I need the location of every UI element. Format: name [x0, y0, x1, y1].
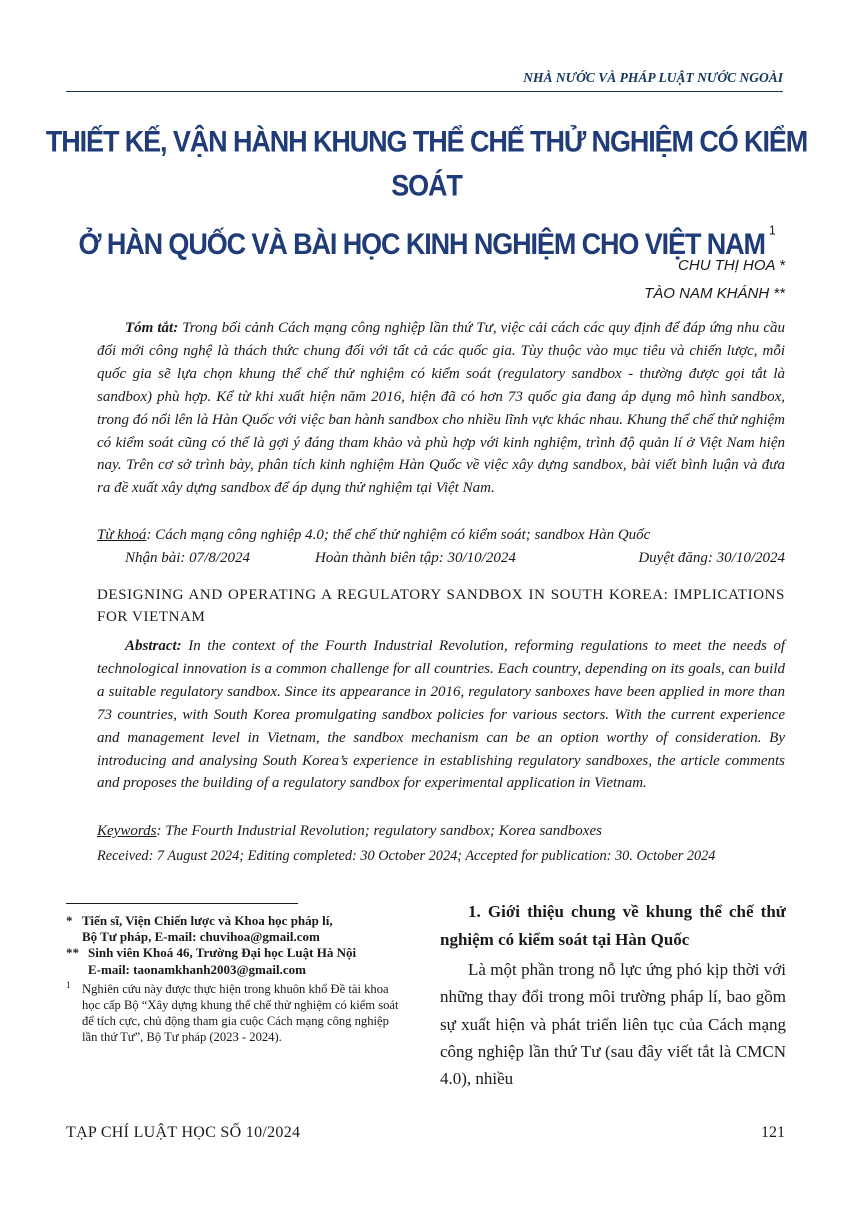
footnote-line: Bộ Tư pháp, E-mail: chuvihoa@gmail.com — [82, 929, 320, 945]
footnote-divider — [66, 903, 298, 904]
keywords-en-text: : The Fourth Industrial Revolution; regulatory sandbox; Korea sandboxes — [156, 823, 602, 839]
footnote-text: Nghiên cứu này được thực hiện trong khuôn khổ Đề tài khoa học cấp Bộ “Xây dựng khung thể chế thử nghiệm có kiểm soát để tích cực, chủ động tham gia cuộc Cách mạng công nghiệp lần thứ Tư”, Bộ Tư pháp (2023 - 2024). — [82, 981, 399, 1044]
keywords-en — [97, 820, 785, 843]
footnote-line: Sinh viên Khoá 46, Trường Đại học Luật Hà Nội — [88, 945, 357, 961]
abstract-en — [97, 635, 785, 795]
footnote-1 — [66, 981, 406, 1045]
footnote-mark: * — [66, 913, 73, 928]
section-paragraph: Là một phần trong nỗ lực ứng phó kịp thời với những thay đổi trong môi trường pháp lí, bao gồm sự xuất hiện và phát triển liên tục của Cách mạng công nghiệp lần thứ Tư (sau đây viết tắt là CMCN 4.0), nhiều — [440, 960, 786, 1089]
article-title — [40, 120, 813, 267]
abstract-en-text: In the context of the Fourth Industrial Revolution, reforming regulations to meet the needs of technological innovation is a common challenge for all countries. Each country, depending on its goals, can build a suitable regulatory sandbox. Since its appearance in 2016, regulatory sanboxes have been applied in more than 73 countries, with South Korea promulgating sandbox policies for various sectors. With the current experience and management level in Vietnam, the sandbox mechanism can be an option worthy of consideration. By introducing and analysing South Korea’s experience in establishing regulatory sandboxes, the article comments and proposes the building of a regulatory sandbox for experimental application in Vietnam. — [97, 638, 786, 792]
date-received-vi: Nhận bài: 07/8/2024 — [125, 550, 251, 566]
section-heading: 1. Giới thiệu chung về khung thể chế thử nghiệm có kiểm soát tại Hàn Quốc — [440, 902, 786, 949]
abstract-en-label: Abstract: — [125, 638, 182, 654]
author-1: CHU THỊ HOA * — [678, 257, 785, 274]
footnote-author-2 — [66, 945, 406, 977]
section-label: NHÀ NƯỚC VÀ PHÁP LUẬT NƯỚC NGOÀI — [523, 70, 783, 85]
received-en: Received: 7 August 2024; Editing completed: 30 October 2024; Accepted for publication: 30. October 2024 — [97, 848, 716, 864]
title-line-1: THIẾT KẾ, VẬN HÀNH KHUNG THỂ CHẾ THỬ NGHIỆM CÓ KIỂM SOÁT — [45, 125, 808, 203]
title-footnote-mark: 1 — [768, 222, 775, 238]
abstract-vi-label: Tóm tắt: — [125, 320, 179, 336]
date-accepted-vi: Duyệt đăng: 30/10/2024 — [638, 550, 785, 566]
footnotes — [66, 913, 406, 1045]
footnote-mark: 1 — [66, 979, 71, 990]
page-number: 121 — [761, 1124, 785, 1141]
abstract-vi-text: Trong bối cảnh Cách mạng công nghiệp lần thứ Tư, việc cải cách các quy định để đáp ứng nhu cầu đổi mới công nghệ là thách thức chung đối với tất cả các quốc gia. Tùy thuộc vào mục tiêu và chiến lược, mỗi quốc gia sẽ lựa chọn khung thể chế thử nghiệm có kiểm soát (regulatory sandbox - thường được gọi tắt là sandbox) phù hợp. Kể từ khi xuất hiện năm 2016, hiện đã có hơn 73 quốc gia đang áp dụng mô hình sandbox, trong đó nổi lên là Hàn Quốc với việc ban hành sandbox cho nhiều lĩnh vực khác nhau. Khung thể chế thử nghiệm có kiểm soát cũng có thể là gợi ý đáng tham khảo và phù hợp với kinh nghiệm, trình độ quản lí ở Việt Nam hiện nay. Trên cơ sở trình bày, phân tích kinh nghiệm Hàn Quốc về việc xây dựng sandbox, bài viết bình luận và đưa ra đề xuất xây dựng sandbox để áp dụng thử nghiệm tại Việt Nam. — [97, 320, 785, 497]
title-line-2-text: Ở HÀN QUỐC VÀ BÀI HỌC KINH NGHIỆM CHO VIỆT NAM — [78, 228, 765, 261]
author-2: TÀO NAM KHÁNH ** — [644, 285, 785, 302]
header-divider — [66, 91, 783, 92]
keywords-vi — [97, 524, 785, 547]
keywords-en-label: Keywords — [97, 823, 157, 839]
abstract-vi — [97, 317, 785, 500]
footnote-author-1 — [66, 913, 406, 945]
footnote-line: E-mail: taonamkhanh2003@gmail.com — [88, 961, 306, 977]
keywords-vi-label: Từ khoá — [97, 527, 147, 543]
footnote-line: Tiến sĩ, Viện Chiến lược và Khoa học pháp lí, — [82, 913, 333, 928]
section-1 — [440, 898, 786, 1092]
date-edited-vi: Hoàn thành biên tập: 30/10/2024 — [315, 550, 516, 566]
footnote-mark: ** — [66, 945, 79, 961]
keywords-vi-text: : Cách mạng công nghiệp 4.0; thể chế thử nghiệm có kiểm soát; sandbox Hàn Quốc — [146, 527, 651, 543]
journal-footer: TẠP CHÍ LUẬT HỌC SỐ 10/2024 — [66, 1124, 301, 1141]
english-title: DESIGNING AND OPERATING A REGULATORY SANDBOX IN SOUTH KOREA: IMPLICATIONS FOR VIETNAM — [97, 587, 785, 625]
